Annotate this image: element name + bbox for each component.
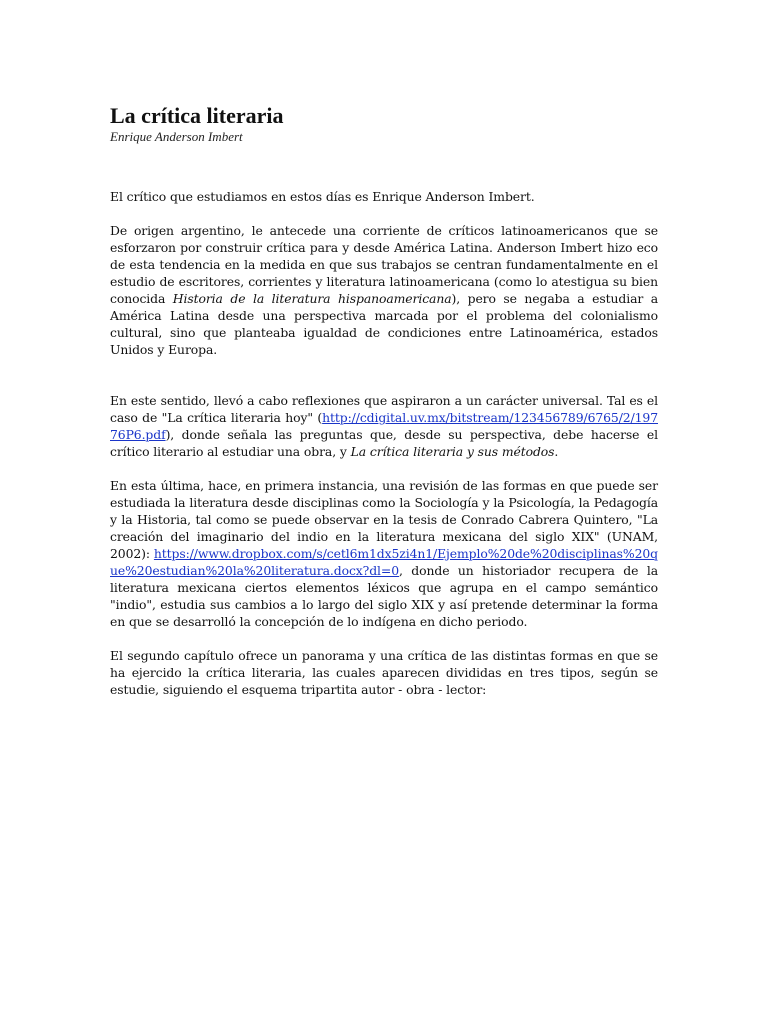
paragraph-universal-text-b: ), donde señala las preguntas que, desde su perspectiva, debe hacerse el crítico literario al estudiar una obra, y (110, 427, 658, 459)
paragraph-universal-text-c: . (554, 444, 559, 459)
link-cdigital-pdf[interactable]: http://cdigital.uv.mx/bitstream/123456789/6765/2/19776P6.pdf (110, 410, 658, 442)
paragraph-disciplines (110, 477, 658, 630)
book-title-historia: Historia de la literatura hispanoamericana (172, 291, 452, 306)
link-dropbox-docx[interactable]: https://www.dropbox.com/s/cetl6m1dx5zi4n1/Ejemplo%20de%20disciplinas%20que%20estudian%20la%20literatura.docx?dl=0 (110, 546, 658, 578)
document-page (110, 103, 658, 715)
paragraph-origin-text-a: De origen argentino, le antecede una corriente de críticos latinoamericanos que se esforzaron por construir crítica para y desde América Latina. Anderson Imbert hizo eco de esta tendencia en la medida en que sus trabajos se centran fundamentalmente en el estudio de escritores, corrientes y literatura latinoamericana (como lo atestigua su bien conocida (110, 223, 658, 306)
paragraph-universal (110, 392, 658, 460)
paragraph-origin (110, 222, 658, 358)
paragraph-disciplines-text-a: En esta última, hace, en primera instancia, una revisión de las formas en que puede ser estudiada la literatura desde disciplinas como la Sociología y la Psicología, la Pedagogía y la Historia, tal como se puede observar en la tesis de Conrado Cabrera Quintero, "La creación del imaginario del indio en la literatura mexicana del siglo XIX" (UNAM, 2002): (110, 478, 658, 561)
paragraph-second-chapter: El segundo capítulo ofrece un panorama y una crítica de las distintas formas en que se ha ejercido la crítica literaria, las cuales aparecen divididas en tres tipos, según se estudie, siguiendo el esquema tripartita autor - obra - lector: (110, 648, 658, 697)
paragraph-disciplines-text-b: , donde un historiador recupera de la literatura mexicana ciertos elementos léxicos que agrupa en el campo semántico "indio", estudia sus cambios a lo largo del siglo XIX y así pretende determinar la forma en que se desarrolló la concepción de lo indígena en dicho periodo. (110, 563, 658, 629)
paragraph-universal-text-a: En este sentido, llevó a cabo reflexiones que aspiraron a un carácter universal. Tal es el caso de "La crítica literaria hoy" ( (110, 393, 658, 425)
paragraph-origin-text-b: ), pero se negaba a estudiar a América Latina desde una perspectiva marcada por el problema del colonialismo cultural, sino que planteaba igualdad de condiciones entre Latinoamérica, estados Unidos y Europa. (110, 291, 658, 357)
book-title-metodos: La crítica literaria y sus métodos (350, 444, 555, 459)
document-author: Enrique Anderson Imbert (110, 129, 243, 144)
paragraph-intro: El crítico que estudiamos en estos días es Enrique Anderson Imbert. (110, 189, 535, 204)
document-title: La crítica literaria (110, 103, 284, 128)
